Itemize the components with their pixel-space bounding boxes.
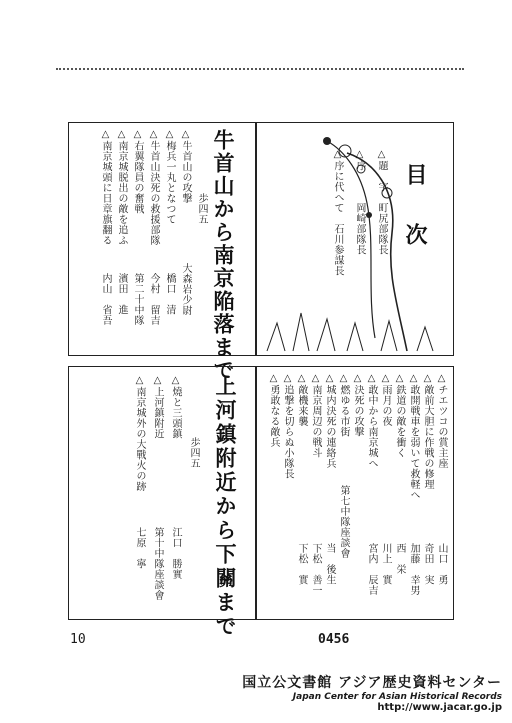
section-3-author: 下松 善一	[310, 543, 321, 596]
section-3-entry: △城内決死の連絡兵	[324, 373, 335, 469]
section-1-author: 大森岩少尉	[180, 263, 191, 316]
section-3-author: 宮内 辰吉	[366, 543, 377, 596]
section-3-author: 加藤 幸男	[408, 543, 419, 596]
section-3-entry: △南京周辺の戦斗	[310, 373, 321, 458]
section-2-title: 上河鎮附近から下關まで	[213, 375, 237, 639]
toc-entry: △序に代へて 石川参謀長	[332, 149, 343, 276]
section-1-author: 濱田 進	[116, 273, 127, 315]
section-1-box	[68, 122, 256, 382]
section-1-author: 今村 留吉	[148, 273, 159, 326]
section-2-author: 第十中隊座談會	[152, 527, 163, 601]
archive-name-ja: 国立公文書館 アジア歴史資料センター	[242, 675, 502, 691]
section-3-entry: △追撃を切らぬ小隊長	[282, 373, 293, 479]
section-3-author: 第七中隊座談會	[338, 485, 349, 559]
section-2-entry: △燒と三頭鎮	[170, 375, 181, 439]
section-3-entry: △鉄道の敵を衝く	[394, 373, 405, 458]
section-3-entry: △決死の攻撃	[352, 373, 363, 437]
section-1-entry: △梅兵一丸となつて	[164, 129, 175, 225]
section-3-author: 下松 實	[296, 543, 307, 585]
section-2-entry: △上河鎮附近	[152, 375, 163, 439]
section-3-entry: △勇敢なる敵兵	[268, 373, 279, 448]
toc-box	[256, 122, 454, 356]
archive-url[interactable]: http://www.jacar.go.jp	[377, 702, 502, 713]
section-3-author: 当 後生	[324, 543, 335, 585]
section-1-entry: △南京城頭に日章旗翻る	[100, 129, 111, 246]
section-3-entry: △チエツコの賞主座	[436, 373, 447, 469]
section-2-author: 江口 勝實	[170, 527, 181, 580]
section-2-author-unit: 歩四五	[188, 437, 199, 469]
section-3-author: 奇田 実	[422, 543, 433, 585]
section-3-entry: △敵機来襲	[296, 373, 307, 427]
section-3-entry: △敵前大胆に作戦の修理	[422, 373, 433, 490]
section-3-box	[256, 366, 454, 620]
section-3-entry: △敢中から南京城へ	[366, 373, 377, 469]
section-3-entry: △燃ゆる市街	[338, 373, 349, 437]
section-3-entry: △雨月の夜	[380, 373, 391, 427]
section-3-author: 川上 實	[380, 543, 391, 585]
section-1-entry: △南京城脱出の敵を追ふ	[116, 129, 127, 246]
document-code: 0456	[318, 632, 350, 647]
section-1-author-unit: 歩四五	[196, 193, 207, 225]
section-1-entry: △右翼隊員の奮戦	[132, 129, 143, 214]
section-2-entry: △南京城外の大戰火の跡	[134, 375, 145, 492]
archive-name-en: Japan Center for Asian Historical Records	[292, 692, 502, 702]
section-3-entry: △敢開戦車を弱いて救軽へ	[408, 373, 419, 500]
section-1-author: 第二十中隊	[132, 273, 143, 326]
section-1-title: 牛首山から南京陥落まで	[211, 129, 235, 382]
toc-entry: △題 字 町尻部隊長	[376, 149, 387, 255]
section-3-author: 山口 勇	[436, 543, 447, 585]
section-1-entry: △牛首山の攻撃	[180, 129, 191, 204]
page-number: 10	[70, 632, 86, 647]
document-page	[56, 68, 464, 640]
section-1-author: 橋口 清	[164, 273, 175, 315]
section-2-author: 七原 寧	[134, 527, 145, 569]
toc-entry: △序 岡崎部隊長	[354, 149, 365, 255]
section-1-author: 内山 省吾	[100, 273, 111, 326]
section-3-author: 西 栄	[394, 543, 405, 575]
toc-title-char: 次	[402, 223, 427, 246]
archive-credit	[242, 672, 502, 713]
section-2-box	[68, 366, 256, 639]
section-1-entry: △牛首山決死の救援部隊	[148, 129, 159, 246]
toc-title-char: 目	[402, 163, 427, 186]
